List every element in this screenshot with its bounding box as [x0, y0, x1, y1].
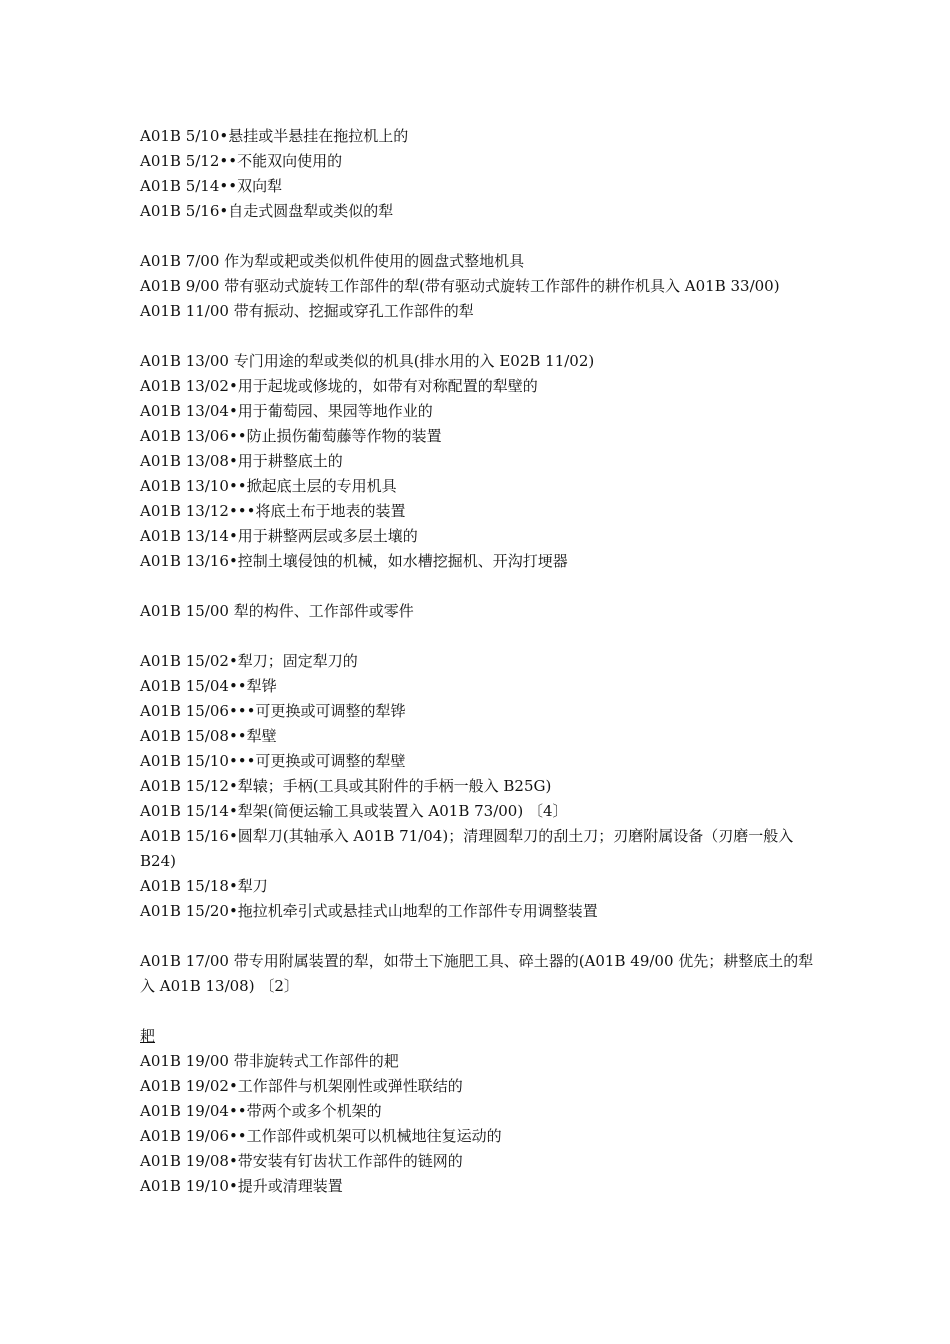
classification-entry: A01B 19/00 带非旋转式工作部件的耙 [140, 1052, 399, 1070]
classification-entry: A01B 13/10••掀起底土层的专用机具 [140, 477, 397, 495]
classification-entry: A01B 15/14•犁架(简便运输工具或装置入 A01B 73/00) 〔4〕 [140, 802, 568, 820]
classification-entry: A01B 13/08•用于耕整底土的 [140, 452, 343, 470]
classification-entry: A01B 11/00 带有振动、挖掘或穿孔工作部件的犁 [140, 302, 474, 320]
classification-entry: A01B 5/14••双向犁 [140, 177, 283, 195]
paragraph-gap [140, 924, 816, 949]
document-body [140, 124, 816, 999]
classification-entry: A01B 15/00 犁的构件、工作部件或零件 [140, 602, 414, 620]
classification-entry: A01B 15/02•犁刀；固定犁刀的 [140, 652, 358, 670]
classification-entry: A01B 5/10•悬挂或半悬挂在拖拉机上的 [140, 127, 409, 145]
classification-entry: A01B 19/06••工作部件或机架可以机械地往复运动的 [140, 1127, 502, 1145]
classification-entry: A01B 5/12••不能双向使用的 [140, 152, 343, 170]
classification-entry: A01B 19/10•提升或清理装置 [140, 1177, 343, 1195]
paragraph-gap [140, 324, 816, 349]
classification-entry: A01B 13/04•用于葡萄园、果园等地作业的 [140, 402, 433, 420]
classification-entry: A01B 19/04••带两个或多个机架的 [140, 1102, 382, 1120]
classification-entry: A01B 13/14•用于耕整两层或多层土壤的 [140, 527, 418, 545]
classification-entry: A01B 15/12•犁辕；手柄(工具或其附件的手柄一般入 B25G) [140, 777, 552, 795]
section-heading: 耙 [140, 1027, 156, 1045]
document-page [140, 124, 816, 1199]
classification-entry: A01B 15/20•拖拉机牵引式或悬挂式山地犁的工作部件专用调整装置 [140, 902, 598, 920]
classification-entry: A01B 15/04••犁铧 [140, 677, 277, 695]
classification-entry: A01B 15/16•圆犁刀(其轴承入 A01B 71/04)；清理圆犁刀的刮土刀；刃磨附属设备（刃磨一般入 B24) [140, 827, 798, 870]
classification-entry: A01B 19/02•工作部件与机架刚性或弹性联结的 [140, 1077, 463, 1095]
paragraph-gap [140, 574, 816, 599]
classification-entry: A01B 5/16•自走式圆盘犁或类似的犁 [140, 202, 394, 220]
classification-entry: A01B 13/06••防止损伤葡萄藤等作物的装置 [140, 427, 442, 445]
classification-entry: A01B 13/16•控制土壤侵蚀的机械，如水槽挖掘机、开沟打埂器 [140, 552, 568, 570]
classification-entry: A01B 15/10•••可更换或可调整的犁壁 [140, 752, 406, 770]
classification-entry: A01B 15/18•犁刀 [140, 877, 268, 895]
classification-entry: A01B 9/00 带有驱动式旋转工作部件的犁(带有驱动式旋转工作部件的耕作机具入 A01B 33/00) [140, 277, 780, 295]
classification-entry: A01B 13/12•••将底土布于地表的装置 [140, 502, 406, 520]
paragraph-gap [140, 624, 816, 649]
section-body [140, 1049, 816, 1199]
classification-entry: A01B 19/08•带安装有钉齿状工作部件的链网的 [140, 1152, 463, 1170]
classification-entry: A01B 13/00 专门用途的犁或类似的机具(排水用的入 E02B 11/02) [140, 352, 595, 370]
classification-entry: A01B 15/06•••可更换或可调整的犁铧 [140, 702, 406, 720]
classification-entry: A01B 13/02•用于起垅或修垅的，如带有对称配置的犁壁的 [140, 377, 538, 395]
classification-entry: A01B 17/00 带专用附属装置的犁，如带土下施肥工具、碎土器的(A01B 49/00 优先；耕整底土的犁入 A01B 13/08) 〔2〕 [140, 952, 814, 995]
classification-entry: A01B 15/08••犁壁 [140, 727, 277, 745]
paragraph-gap [140, 224, 816, 249]
classification-entry: A01B 7/00 作为犁或耙或类似机件使用的圆盘式整地机具 [140, 252, 525, 270]
section-gap [140, 999, 816, 1024]
